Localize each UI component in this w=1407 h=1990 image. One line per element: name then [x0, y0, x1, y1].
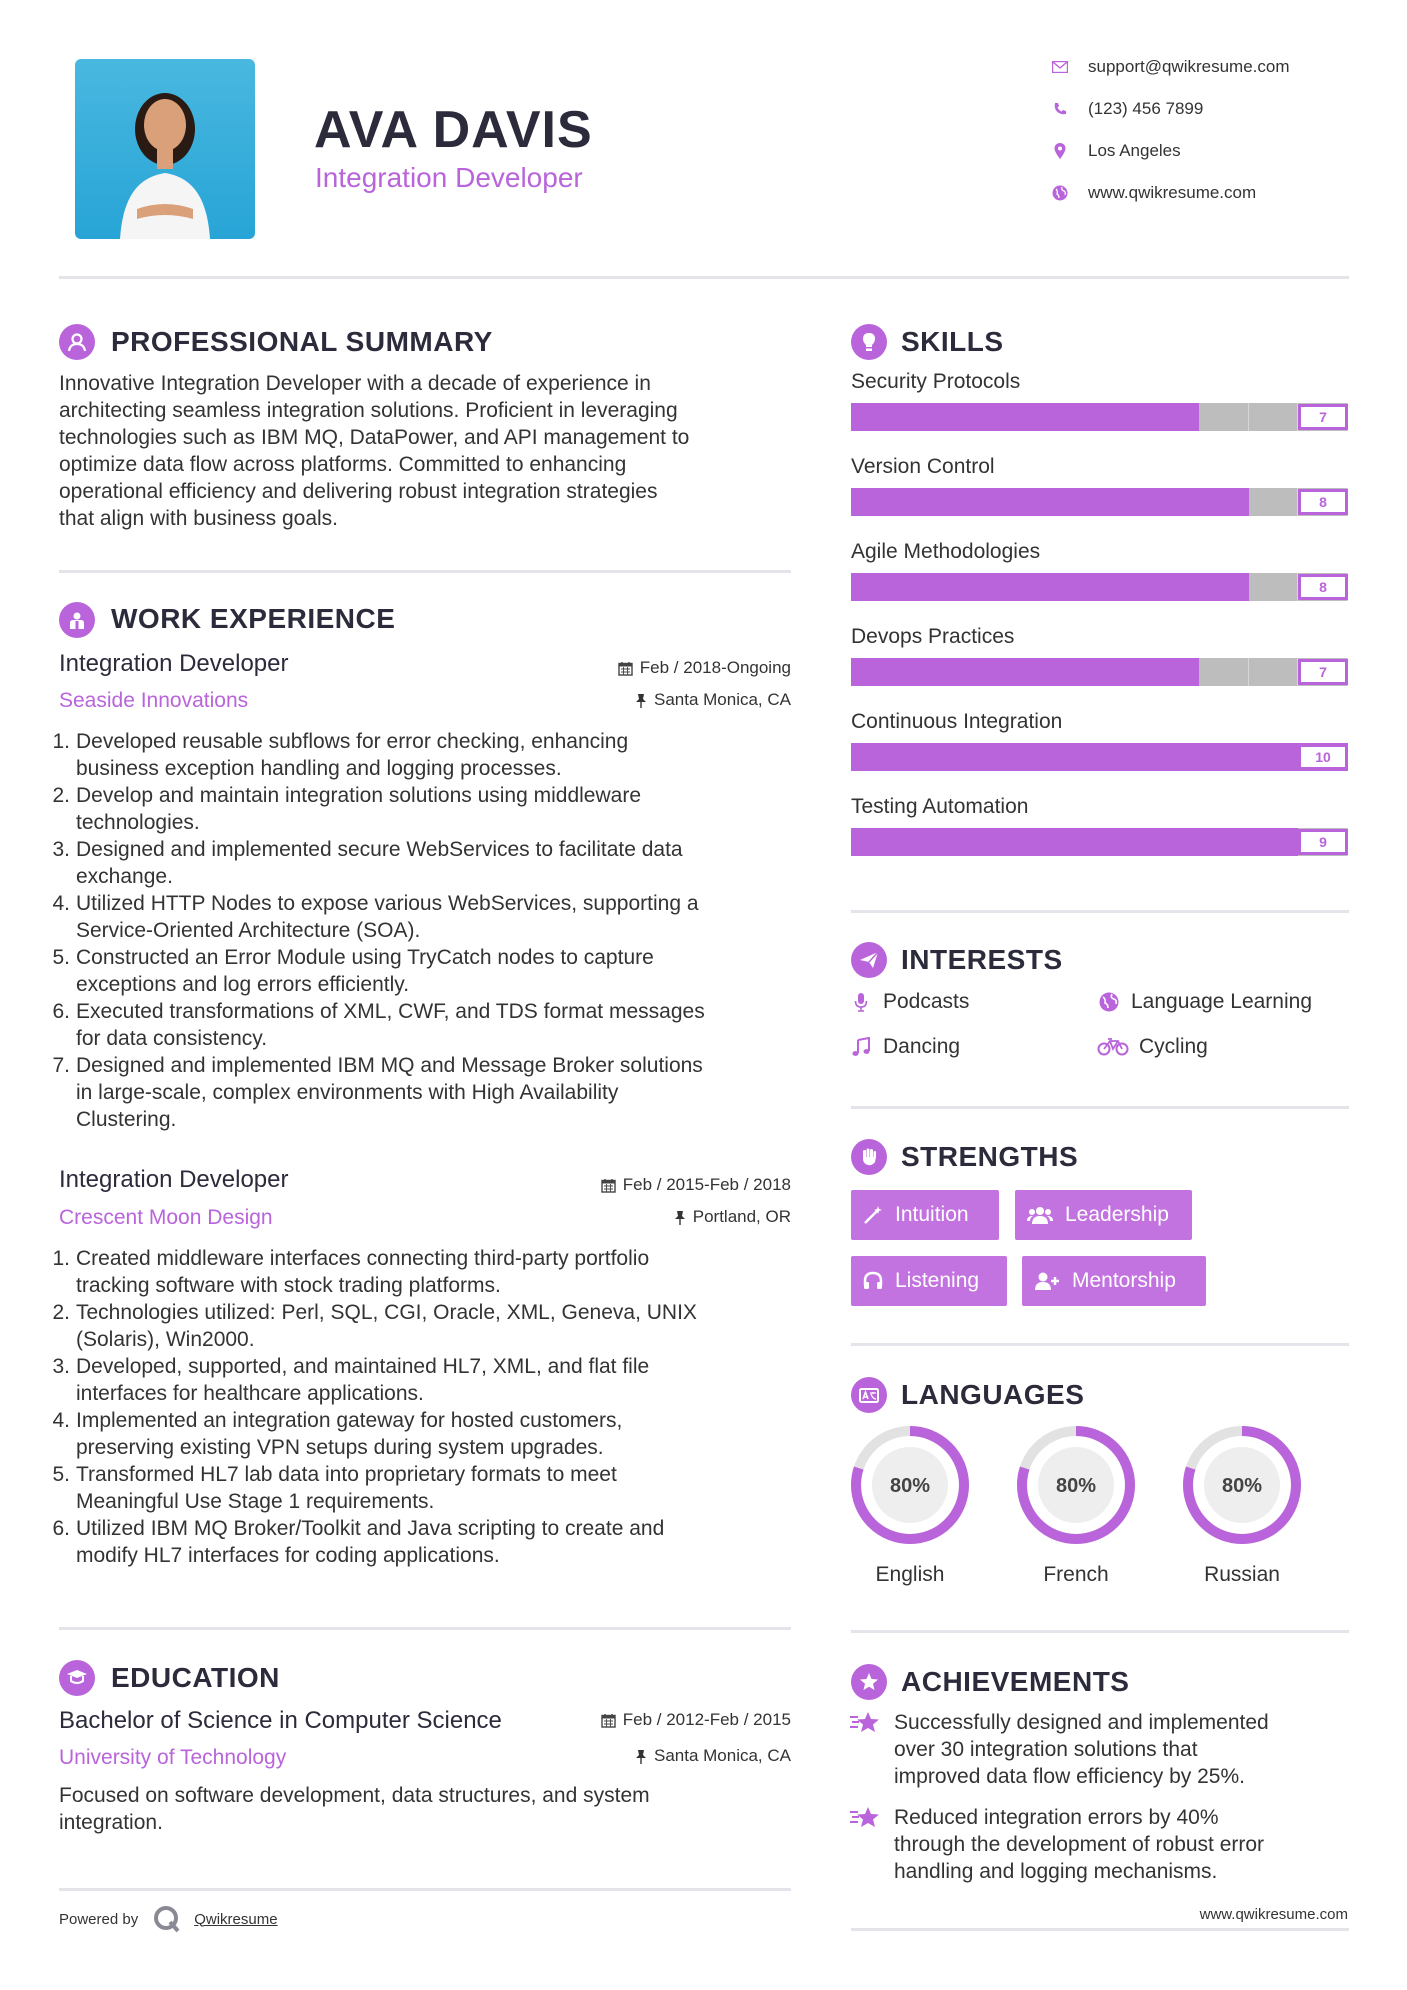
- email-text: support@qwikresume.com: [1088, 57, 1290, 76]
- skill-name: Continuous Integration: [851, 710, 1063, 733]
- phone-text: (123) 456 7899: [1088, 99, 1204, 118]
- job-title: Integration Developer: [59, 650, 289, 677]
- job-dates: Feb / 2018-Ongoing: [500, 658, 791, 678]
- list-item: 2. Technologies utilized: Perl, SQL, CGI, Oracle, XML, Geneva, UNIX (Solaris), Win2000.: [52, 1301, 697, 1351]
- skill-segment-filled: [950, 403, 1000, 431]
- skill-segment-filled: [1249, 743, 1299, 771]
- skill-segment-filled: [851, 828, 901, 856]
- skill-bar: [851, 743, 1348, 771]
- skill-segment-filled: [1249, 828, 1299, 856]
- language-item: [1182, 1425, 1302, 1587]
- skill-segment-filled: [1199, 743, 1249, 771]
- skill-segment-filled: [901, 658, 951, 686]
- skill-segment-filled: [1000, 828, 1050, 856]
- language-ring: [1016, 1425, 1136, 1545]
- skill-item: [851, 625, 1348, 710]
- skill-segment-filled: [1050, 573, 1100, 601]
- skill-segment-filled: [1100, 828, 1150, 856]
- lightbulb-icon: [851, 324, 887, 360]
- language-name: English: [875, 1563, 945, 1586]
- education-heading: EDUCATION: [111, 1662, 280, 1693]
- list-item: 4. Utilized HTTP Nodes to expose various WebServices, supporting a Service-Oriented Architecture (SOA).: [52, 892, 699, 942]
- skill-segment-filled: [1050, 828, 1100, 856]
- user-icon: [59, 324, 95, 360]
- skill-segment-filled: [1000, 403, 1050, 431]
- microphone-icon: [849, 992, 873, 1012]
- list-item: 6. Executed transformations of XML, CWF, and TDS format messages for data consistency.: [52, 1000, 705, 1050]
- summary-text: Innovative Integration Developer with a decade of experience in architecting seamless integration solutions. Proficient in leveraging technologies such as IBM MQ, DataPower, and API management to optimize data flow across platforms. Committed to enhancing operational efficiency and delivering robust integration strategies that align with business goals.: [59, 372, 690, 530]
- globe-icon: [1097, 992, 1121, 1012]
- language-ring: [1182, 1425, 1302, 1545]
- language-item: [850, 1425, 970, 1587]
- achievements-heading: ACHIEVEMENTS: [901, 1666, 1130, 1697]
- language-icon: [851, 1377, 887, 1413]
- company-name: Seaside Innovations: [59, 689, 249, 712]
- skill-segment-filled: [1149, 488, 1199, 516]
- skills-list: [851, 370, 1348, 880]
- music-icon: [849, 1037, 873, 1057]
- strengths-divider: [851, 1343, 1349, 1346]
- list-item: 2. Develop and maintain integration solutions using middleware technologies.: [52, 784, 642, 834]
- interest-item: Podcasts: [849, 990, 969, 1014]
- skills-heading: SKILLS: [901, 326, 1004, 357]
- paper-plane-icon: [851, 942, 887, 978]
- achievement-item: Successfully designed and implemented over 30 integration solutions that improved data flow efficiency by 25%.: [849, 1709, 1349, 1790]
- contact-email[interactable]: [1050, 57, 1290, 77]
- skill-segment-empty: [1249, 658, 1299, 686]
- skill-segment-filled: [950, 488, 1000, 516]
- language-percent: 80%: [1055, 1475, 1097, 1497]
- skill-level-value: 7: [1298, 404, 1348, 430]
- interests-divider: [851, 1106, 1349, 1109]
- strengths-heading: STRENGTHS: [901, 1141, 1079, 1172]
- skill-segment-filled: [1149, 403, 1199, 431]
- headphones-icon: [863, 1271, 883, 1291]
- skill-segment-filled: [1000, 573, 1050, 601]
- bicycle-icon: [1097, 1038, 1129, 1056]
- skill-segment-filled: [901, 828, 951, 856]
- language-name: Russian: [1204, 1563, 1280, 1586]
- strength-tag: Leadership: [1015, 1190, 1192, 1240]
- footer-website[interactable]: www.qwikresume.com: [1199, 1906, 1348, 1923]
- skill-segment-filled: [1000, 488, 1050, 516]
- candidate-title: Integration Developer: [315, 162, 583, 193]
- pushpin-icon: [635, 693, 647, 708]
- skill-segment-filled: [1100, 743, 1150, 771]
- skill-segment-filled: [1050, 743, 1100, 771]
- language-percent: 80%: [889, 1475, 931, 1497]
- skill-bar: [851, 573, 1348, 601]
- calendar-icon: [601, 1178, 616, 1193]
- skill-segment-empty: [1199, 403, 1249, 431]
- summary-heading: PROFESSIONAL SUMMARY: [111, 326, 493, 357]
- envelope-icon: [1050, 61, 1070, 73]
- skill-segment-filled: [851, 658, 901, 686]
- list-item: 3. Developed, supported, and maintained HL7, XML, and flat file interfaces for healthcare applications.: [52, 1355, 650, 1405]
- interest-item: Language Learning: [1097, 990, 1312, 1014]
- job-title: Integration Developer: [59, 1166, 289, 1193]
- skill-level-value: 8: [1298, 574, 1348, 600]
- magic-wand-icon: [863, 1205, 883, 1225]
- skill-segment-filled: [851, 743, 901, 771]
- calendar-icon: [601, 1713, 616, 1728]
- language-ring: [850, 1425, 970, 1545]
- list-item: 1. Created middleware interfaces connecting third-party portfolio tracking software with stock trading platforms.: [52, 1247, 650, 1297]
- users-icon: [1027, 1205, 1053, 1225]
- skill-segment-filled: [901, 488, 951, 516]
- skill-level-value: 10: [1298, 744, 1348, 770]
- contact-phone[interactable]: [1050, 99, 1203, 119]
- experience-heading: WORK EXPERIENCE: [111, 603, 396, 634]
- strength-tag: Mentorship: [1022, 1256, 1206, 1306]
- skill-bar: [851, 488, 1348, 516]
- pushpin-icon: [674, 1210, 686, 1225]
- skill-item: [851, 455, 1348, 540]
- interest-item: Cycling: [1097, 1035, 1208, 1059]
- contact-location: [1050, 141, 1181, 161]
- website-text: www.qwikresume.com: [1088, 183, 1257, 202]
- degree-title: Bachelor of Science in Computer Science: [59, 1707, 502, 1734]
- skill-segment-filled: [901, 403, 951, 431]
- qwikresume-link[interactable]: Qwikresume: [194, 1910, 278, 1928]
- language-item: [1016, 1425, 1136, 1587]
- skill-item: [851, 540, 1348, 625]
- skill-segment-filled: [950, 743, 1000, 771]
- skill-segment-filled: [851, 573, 901, 601]
- skill-level-value: 7: [1298, 659, 1348, 685]
- phone-icon: [1050, 102, 1070, 116]
- job-location: Santa Monica, CA: [500, 690, 791, 710]
- skill-segment-filled: [1000, 658, 1050, 686]
- skill-segment-filled: [1149, 828, 1199, 856]
- interests-heading: INTERESTS: [901, 944, 1063, 975]
- list-item: 7. Designed and implemented IBM MQ and Message Broker solutions in large-scale, complex environments with High Availability Clustering.: [52, 1054, 703, 1131]
- job-location: Portland, OR: [500, 1207, 791, 1227]
- education-divider: [59, 1888, 791, 1891]
- job-responsibilities: [52, 728, 792, 1133]
- language-name: French: [1043, 1563, 1109, 1586]
- skill-segment-filled: [1149, 743, 1199, 771]
- skill-segment-filled: [1149, 573, 1199, 601]
- skill-segment-filled: [950, 573, 1000, 601]
- skill-bar: [851, 828, 1348, 856]
- list-item: 3. Designed and implemented secure WebServices to facilitate data exchange.: [52, 838, 683, 888]
- skill-segment-empty: [1249, 573, 1299, 601]
- skill-segment-filled: [1100, 488, 1150, 516]
- footer-divider: [851, 1928, 1349, 1931]
- school-name: University of Technology: [59, 1746, 287, 1769]
- globe-icon: [1050, 185, 1070, 201]
- skill-name: Agile Methodologies: [851, 540, 1041, 563]
- list-item: 5. Transformed HL7 lab data into proprietary formats to meet Meaningful Use Stage 1 requirements.: [52, 1463, 617, 1513]
- skill-segment-empty: [1249, 403, 1299, 431]
- fist-icon: [851, 1139, 887, 1175]
- skill-name: Security Protocols: [851, 370, 1021, 393]
- briefcase-icon: [59, 602, 95, 638]
- pushpin-icon: [635, 1749, 647, 1764]
- contact-website[interactable]: [1050, 183, 1256, 203]
- powered-by: Powered by Qwikresume: [59, 1904, 278, 1934]
- graduation-icon: [59, 1660, 95, 1696]
- skill-segment-filled: [1000, 743, 1050, 771]
- summary-divider: [59, 570, 791, 573]
- skill-segment-filled: [1050, 658, 1100, 686]
- header-divider: [59, 276, 1349, 279]
- skill-segment-empty: [1249, 488, 1299, 516]
- skill-segment-filled: [1050, 403, 1100, 431]
- candidate-name: AVA DAVIS: [314, 101, 593, 159]
- job-responsibilities: [52, 1245, 792, 1569]
- skill-name: Version Control: [851, 455, 995, 478]
- list-item: 6. Utilized IBM MQ Broker/Toolkit and Java scripting to create and modify HL7 interfaces for coding applications.: [52, 1517, 665, 1567]
- list-item: 4. Implemented an integration gateway for hosted customers, preserving existing VPN setups during system upgrades.: [52, 1409, 623, 1459]
- job-dates: Feb / 2015-Feb / 2018: [500, 1175, 791, 1195]
- skill-segment-filled: [901, 573, 951, 601]
- calendar-icon: [618, 661, 633, 676]
- list-item: 1. Developed reusable subflows for error checking, enhancing business exception handling and logging processes.: [52, 730, 629, 780]
- skill-segment-filled: [1199, 488, 1249, 516]
- education-dates: Feb / 2012-Feb / 2015: [500, 1710, 791, 1730]
- skill-bar: [851, 658, 1348, 686]
- location-text: Los Angeles: [1088, 141, 1181, 160]
- star-icon: [849, 1804, 883, 1885]
- experience-divider: [59, 1627, 791, 1630]
- skill-level-value: 8: [1298, 489, 1348, 515]
- skill-segment-filled: [950, 828, 1000, 856]
- skill-segment-filled: [950, 658, 1000, 686]
- achievement-item: Reduced integration errors by 40% through the development of robust error handling and logging mechanisms.: [849, 1804, 1349, 1885]
- company-name: Crescent Moon Design: [59, 1206, 273, 1229]
- skill-name: Testing Automation: [851, 795, 1029, 818]
- skill-level-value: 9: [1298, 829, 1348, 855]
- skill-segment-filled: [1149, 658, 1199, 686]
- education-location: Santa Monica, CA: [500, 1746, 791, 1766]
- skill-segment-filled: [1199, 573, 1249, 601]
- languages-heading: LANGUAGES: [901, 1379, 1085, 1410]
- strength-tag: Listening: [851, 1256, 1007, 1306]
- language-percent: 80%: [1221, 1475, 1263, 1497]
- languages-divider: [851, 1630, 1349, 1633]
- skill-bar: [851, 403, 1348, 431]
- skill-segment-filled: [1050, 488, 1100, 516]
- interest-item: Dancing: [849, 1035, 960, 1059]
- strength-tag: Intuition: [851, 1190, 999, 1240]
- trophy-star-icon: [851, 1664, 887, 1700]
- skill-item: [851, 795, 1348, 880]
- list-item: 5. Constructed an Error Module using TryCatch nodes to capture exceptions and log errors efficiently.: [52, 946, 654, 996]
- skills-divider: [851, 910, 1349, 913]
- user-plus-icon: [1034, 1271, 1060, 1291]
- qwikresume-logo-icon: [152, 1904, 182, 1934]
- skill-segment-filled: [901, 743, 951, 771]
- profile-photo: [75, 59, 255, 239]
- skill-segment-filled: [1100, 573, 1150, 601]
- education-description: Focused on software development, data structures, and system integration.: [59, 1784, 650, 1834]
- skill-name: Devops Practices: [851, 625, 1015, 648]
- skill-segment-empty: [1199, 658, 1249, 686]
- star-icon: [849, 1709, 883, 1790]
- skill-segment-filled: [1100, 403, 1150, 431]
- skill-segment-filled: [1100, 658, 1150, 686]
- skill-segment-filled: [851, 403, 901, 431]
- skill-item: [851, 710, 1348, 795]
- map-pin-icon: [1050, 143, 1070, 159]
- skill-segment-filled: [851, 488, 901, 516]
- skill-item: [851, 370, 1348, 455]
- skill-segment-filled: [1199, 828, 1249, 856]
